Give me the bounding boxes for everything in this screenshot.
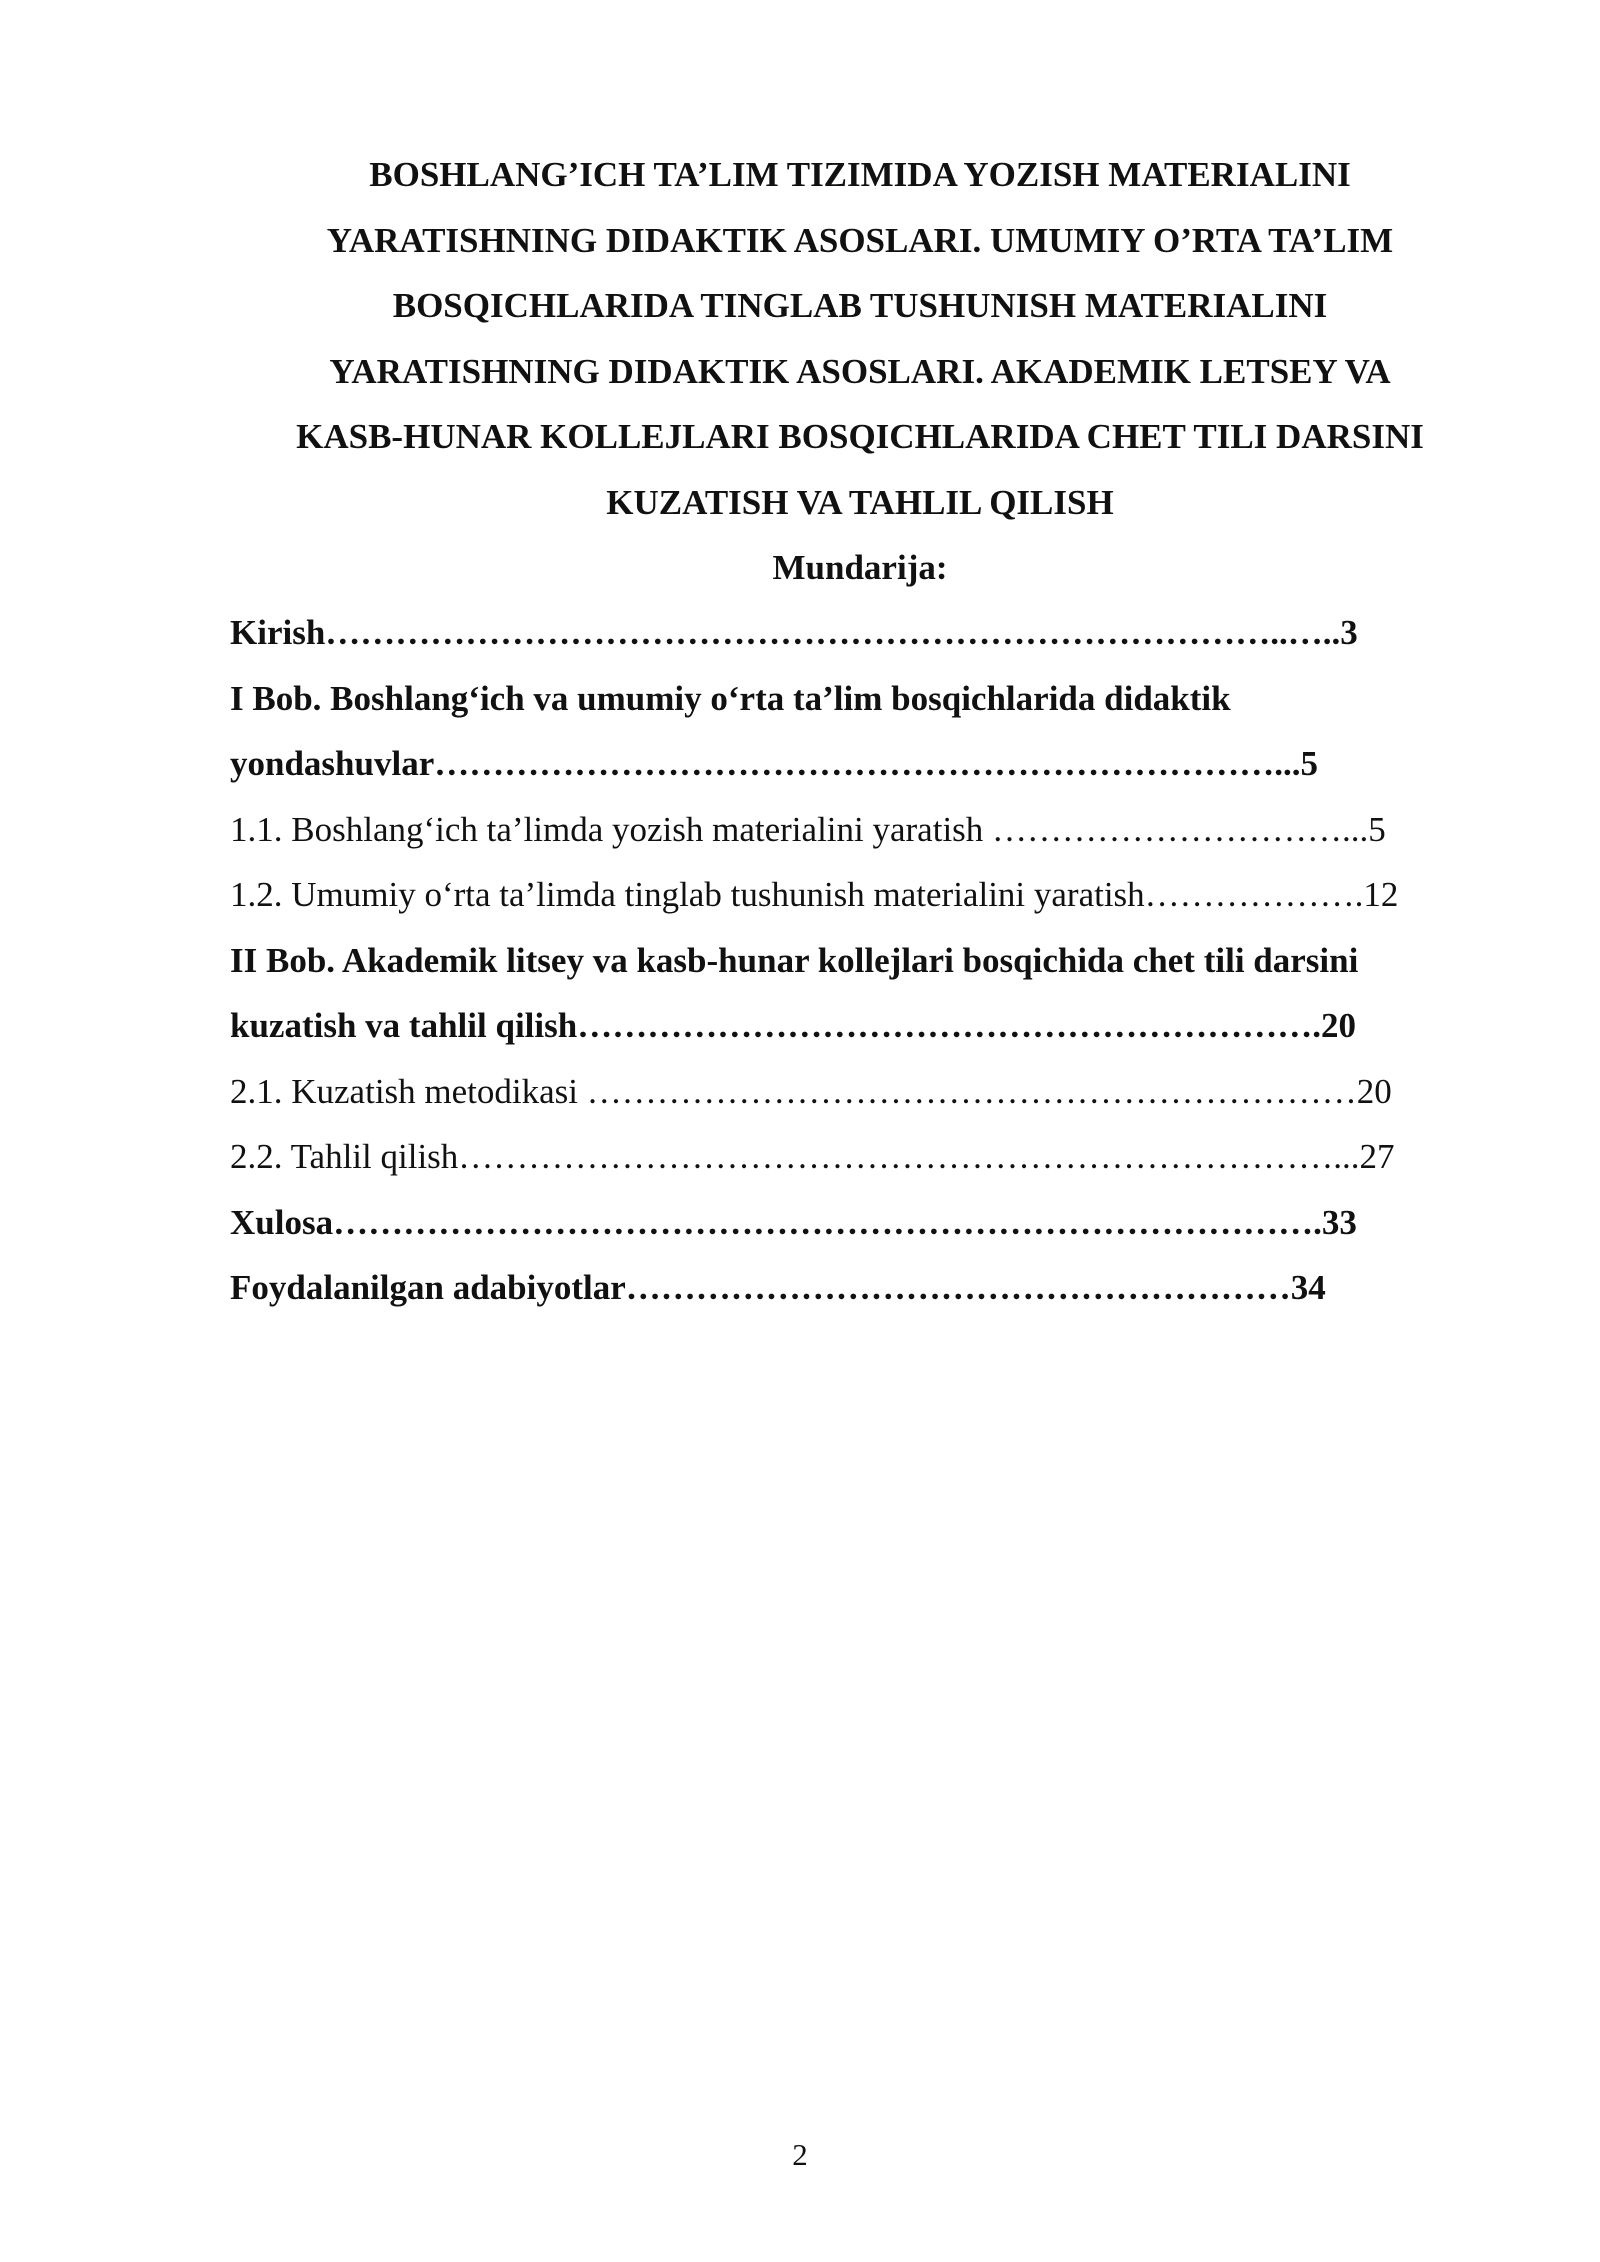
- toc-entry-chapter-2-cont: kuzatish va tahlil qilish……………………………………………………….20: [230, 1006, 1356, 1045]
- title-line: YARATISHNING DIDAKTIK ASOSLARI. AKADEMIK LETSEY VA: [329, 351, 1391, 391]
- toc-entry-chapter-1-cont: yondashuvlar………………………………………………………………...5: [230, 744, 1318, 783]
- toc-entry-section-1-2: 1.2. Umumiy o‘rta ta’limda tinglab tushunish materialini yaratish……………….12: [230, 875, 1399, 914]
- toc-heading: Mundarija:: [772, 548, 948, 587]
- toc-entry-section-2-2: 2.2. Tahlil qilish…………………………………………………………………...27: [230, 1137, 1395, 1176]
- title-line: BOSHLANG’ICH TA’LIM TIZIMIDA YOZISH MATERIALINI: [369, 155, 1351, 194]
- toc-entry-section-1-1: 1.1. Boshlang‘ich ta’limda yozish materialini yaratish …………………………...5: [230, 809, 1386, 849]
- title-line: KUZATISH VA TAHLIL QILISH: [606, 482, 1114, 522]
- toc-entry-section-2-1: 2.1. Kuzatish metodikasi …………………………………………………………20: [230, 1071, 1392, 1111]
- title-line: YARATISHNING DIDAKTIK ASOSLARI. UMUMIY O’RTA TA’LIM: [326, 220, 1394, 260]
- toc-entry-references: Foydalanilgan adabiyotlar…………………………………………………34: [230, 1268, 1326, 1307]
- toc-entry-chapter-1: I Bob. Boshlang‘ich va umumiy o‘rta ta’lim bosqichlarida didaktik: [230, 678, 1231, 718]
- document-title: [200, 142, 1520, 535]
- title-line: KASB-HUNAR KOLLEJLARI BOSQICHLARIDA CHET TILI DARSINI: [296, 417, 1424, 456]
- toc-entry-introduction: Kirish………………………………………………………………………..…..3: [230, 613, 1358, 652]
- toc-entry-chapter-2: II Bob. Akademik litsey va kasb-hunar kollejlari bosqichida chet tili darsini: [230, 940, 1359, 980]
- title-line: BOSQICHLARIDA TINGLAB TUSHUNISH MATERIALINI: [392, 286, 1328, 325]
- table-of-contents: [230, 600, 1540, 1321]
- toc-entry-conclusion: Xulosa………………………………………………………………………….33: [230, 1202, 1357, 1242]
- page-number: 2: [792, 2137, 808, 2172]
